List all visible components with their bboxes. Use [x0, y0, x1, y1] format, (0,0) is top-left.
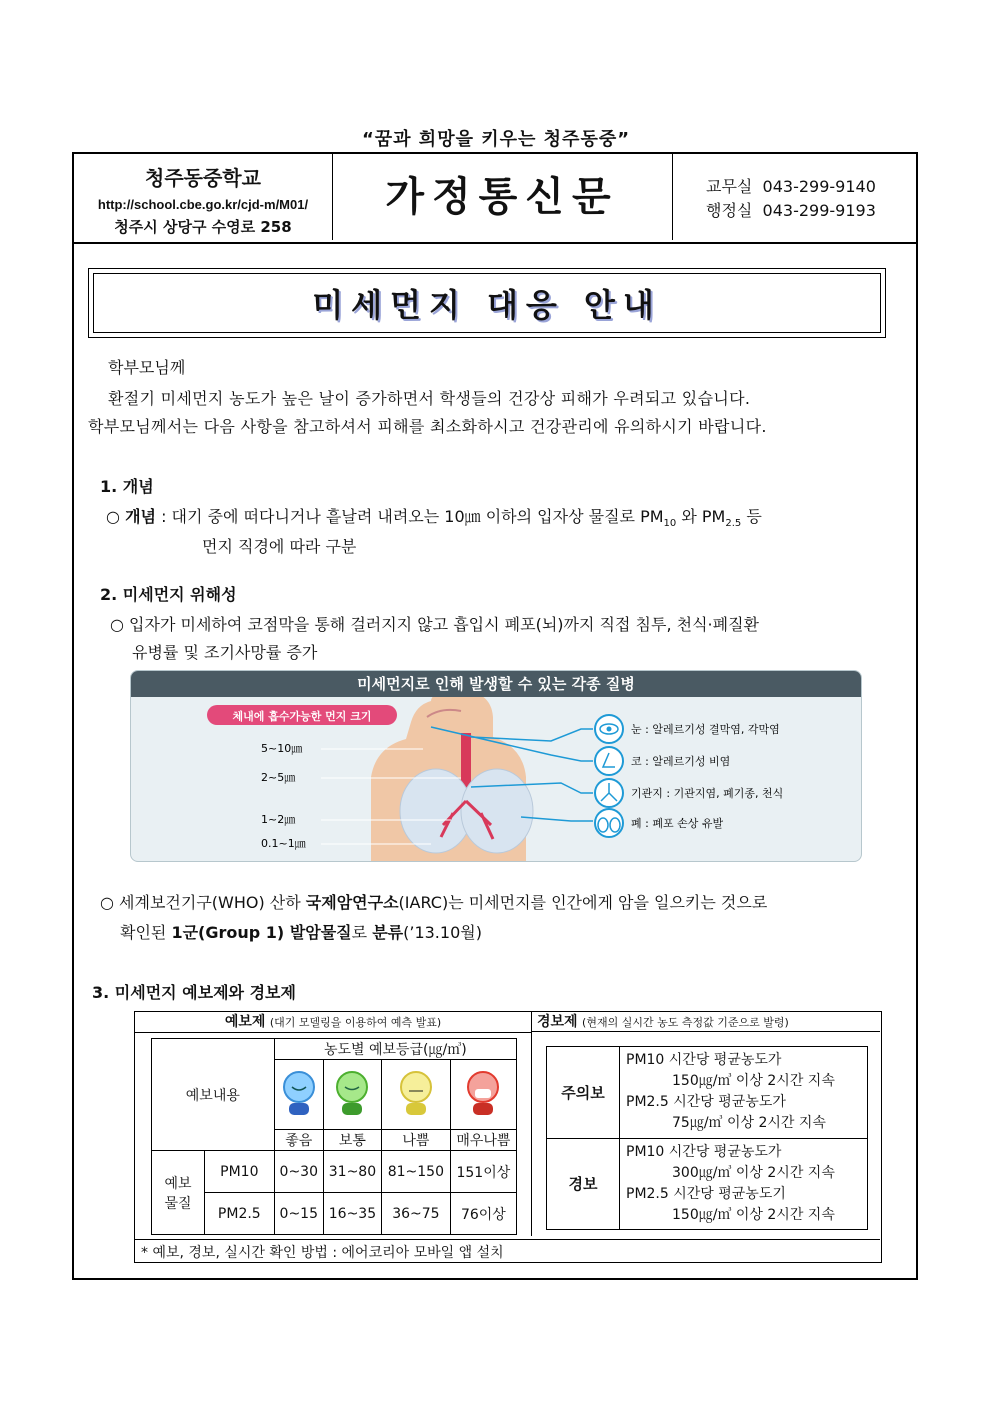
normal-face-icon [332, 1065, 372, 1121]
grade-header: 농도별 예보등급(㎍/㎥) [274, 1039, 516, 1060]
pm-value: 0~15 [274, 1193, 323, 1235]
grade-label: 매우나쁨 [450, 1130, 516, 1151]
warning-level: 주의보 [547, 1047, 620, 1139]
text: 와 PM [676, 507, 726, 526]
paper-title: 가정통신문 [385, 174, 619, 220]
forecast-header [135, 1012, 532, 1033]
forecast-note: (대기 모델링을 이용하여 예측 발표) [269, 1016, 442, 1029]
disease-bronchi: 기관지 : 기관지염, 폐기종, 천식 [631, 787, 784, 800]
pm-value: 16~35 [323, 1193, 381, 1235]
phone-label: 행정실 [706, 201, 753, 220]
phone-row [706, 174, 916, 198]
size-label: 2~5㎛ [261, 771, 296, 784]
respiratory-illustration [131, 697, 861, 861]
bullet: ○ [106, 507, 120, 526]
text-bold: 국제암연구소 [305, 893, 399, 912]
warning-header [531, 1012, 880, 1032]
criteria-line: PM10 시간당 평균농도가 [626, 1052, 782, 1069]
forecast-table [151, 1038, 517, 1235]
warning-title: 경보제 [537, 1014, 578, 1030]
column-divider [531, 1032, 532, 1236]
text: 확인된 [120, 923, 172, 942]
grade-icon-cell [323, 1060, 381, 1130]
subscript: 10 [663, 518, 677, 530]
phone-number: 043-299-9140 [762, 177, 876, 196]
pm-name: PM2.5 [205, 1193, 275, 1235]
footnote: * 예보, 경보, 실시간 확인 방법 : 에어코리아 모바일 앱 설치 [141, 1245, 504, 1261]
lungs-icon [595, 809, 623, 837]
text: (’13.10월) [403, 923, 482, 942]
text: 로 [351, 923, 373, 942]
newsletter-frame [72, 152, 918, 1280]
disease-figure [130, 670, 862, 862]
grade-label: 보통 [323, 1130, 381, 1151]
grade-icon-cell [381, 1060, 450, 1130]
criteria-line: PM10 시간당 평균농도가 [626, 1143, 782, 1160]
pm-value: 151이상 [450, 1151, 516, 1193]
phone-number: 043-299-9193 [762, 201, 876, 220]
right-lung [461, 769, 533, 853]
subscript: 2.5 [725, 518, 742, 530]
header [74, 154, 916, 244]
school-address: 청주시 상당구 수영로 258 [114, 218, 292, 236]
phone-list [706, 174, 916, 222]
section1-line2: 먼지 직경에 따라 구분 [202, 537, 357, 556]
contact-info [672, 154, 916, 240]
text-bold: 분류 [372, 923, 404, 942]
pm-value: 31~80 [323, 1151, 381, 1193]
footnote-divider [135, 1239, 880, 1240]
text: : 대기 중에 떠다니거나 흩날려 내려오는 10㎛ 이하의 입자상 물질로 PM [155, 507, 664, 526]
grade-label: 좋음 [274, 1130, 323, 1151]
warning-table [546, 1046, 868, 1230]
motto: “꿈과 희망을 키우는 청주동중” [361, 129, 631, 150]
forecast-title: 예보제 [224, 1014, 266, 1030]
very-bad-face-icon [463, 1065, 503, 1121]
bad-face-icon [396, 1065, 436, 1121]
warning-criteria [620, 1138, 868, 1230]
disease-lungs: 폐 : 폐포 손상 유발 [631, 817, 724, 830]
section2-heading: 2. 미세먼지 위해성 [100, 585, 237, 604]
pm-name: PM10 [205, 1151, 275, 1193]
title-box [88, 268, 886, 338]
section1-heading: 1. 개념 [100, 477, 154, 496]
section2-bullet1-line2: 유병률 및 조기사망률 증가 [132, 643, 318, 662]
grade-icon-cell [274, 1060, 323, 1130]
school-url[interactable]: http://school.cbe.go.kr/cjd-m/M01/ [97, 197, 309, 212]
criteria-line: 150㎍/㎥ 이상 2시간 지속 [672, 1206, 835, 1223]
good-face-icon [279, 1065, 319, 1121]
pm-value: 81~150 [381, 1151, 450, 1193]
section2-bullet2-line2 [120, 920, 482, 943]
pm-value: 0~30 [274, 1151, 323, 1193]
size-label: 0.1~1㎛ [261, 837, 306, 850]
size-label: 5~10㎛ [261, 742, 303, 755]
warning-note: (현재의 실시간 농도 측정값 기준으로 발령) [582, 1016, 789, 1029]
school-name: 청주동중학교 [145, 166, 261, 190]
intro-line-1: 환절기 미세먼지 농도가 높은 날이 증가하면서 학생들의 건강상 피해가 우려되고 있습니다. [108, 389, 751, 408]
title-box-inner [93, 273, 881, 333]
criteria-line: 150㎍/㎥ 이상 2시간 지속 [672, 1073, 835, 1090]
size-label: 1~2㎛ [261, 813, 296, 826]
text: 등 [741, 507, 762, 526]
grade-icon-cell [450, 1060, 516, 1130]
warning-criteria [620, 1047, 868, 1139]
pm-value: 76이상 [450, 1193, 516, 1235]
text: (IARC)는 미세먼지를 인간에게 암을 일으키는 것으로 [398, 893, 768, 912]
section2-bullet2-line1 [100, 890, 767, 913]
criteria-line: 75㎍/㎥ 이상 2시간 지속 [672, 1115, 826, 1132]
text: ○ 세계보건기구(WHO) 산하 [100, 893, 306, 912]
nose-icon [595, 747, 623, 775]
criteria-line: PM2.5 시간당 평균농도가 [626, 1094, 786, 1111]
phone-label: 교무실 [706, 177, 753, 196]
grade-label: 나쁨 [381, 1130, 450, 1151]
criteria-line: PM2.5 시간당 평균농도기 [626, 1185, 786, 1202]
warning-level: 경보 [547, 1138, 620, 1230]
figure-title: 미세먼지로 인해 발생할 수 있는 각종 질병 [131, 671, 861, 697]
school-info [74, 154, 333, 240]
greeting: 학부모님께 [108, 358, 186, 377]
disease-eye: 눈 : 알레르기성 결막염, 각막염 [631, 723, 780, 736]
paper-title-cell [332, 154, 673, 240]
section1-line1 [106, 504, 762, 529]
eye-icon-pupil [607, 727, 612, 732]
material-label: 예보 물질 [152, 1151, 205, 1235]
section2-bullet1-line1: ○ 입자가 미세하여 코점막을 통해 걸러지지 않고 흡입시 폐포(뇌)까지 직접 침투, 천식·폐질환 [110, 615, 759, 634]
phone-row [706, 198, 916, 222]
alert-tables [134, 1011, 882, 1263]
term-label: 개념 [125, 507, 156, 526]
disease-nose: 코 : 알레르기성 비염 [631, 755, 731, 768]
criteria-line: 300㎍/㎥ 이상 2시간 지속 [672, 1164, 835, 1181]
intro-line-2: 학부모님께서는 다음 사항을 참고하셔서 피해를 최소화하시고 건강관리에 유의하시기 바랍니다. [88, 417, 767, 436]
size-tag: 체내에 흡수가능한 먼지 크기 [232, 710, 372, 723]
pm-value: 36~75 [381, 1193, 450, 1235]
text-bold: 1군(Group 1) 발암물질 [171, 923, 352, 942]
forecast-content-header: 예보내용 [152, 1039, 275, 1151]
section3-heading: 3. 미세먼지 예보제와 경보제 [92, 983, 296, 1002]
document-title: 미세먼지 대응 안내 [312, 286, 662, 324]
